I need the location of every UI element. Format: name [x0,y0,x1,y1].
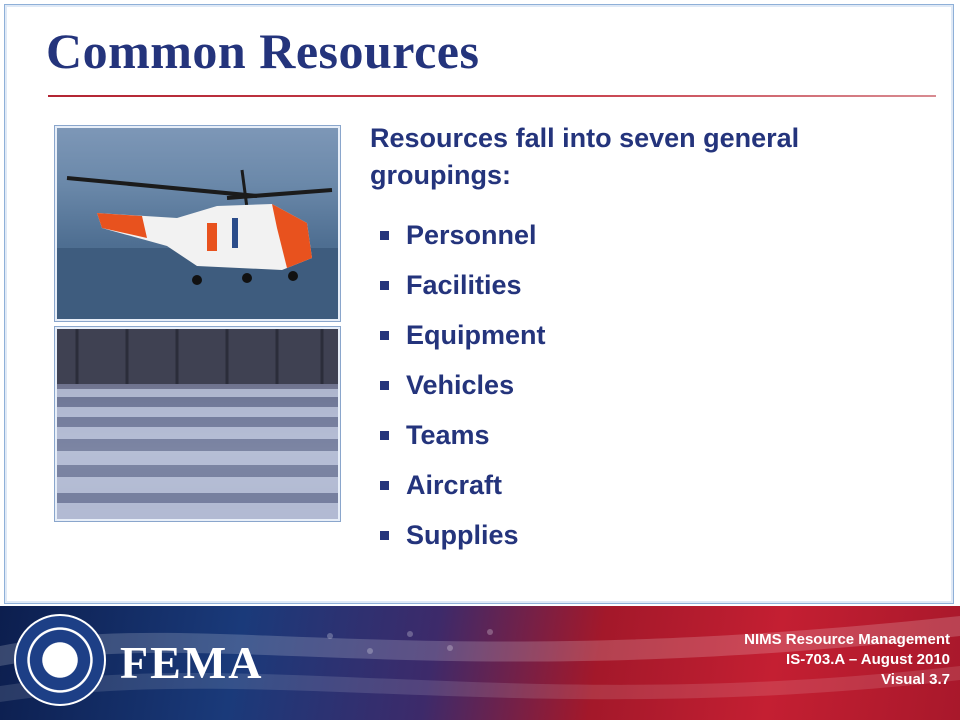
fema-logo: FEMA [120,637,264,688]
warehouse-supplies-photo [55,327,340,521]
square-bullet-icon [380,431,389,440]
course-code-date: IS-703.A – August 2010 [786,651,950,668]
dhs-seal-icon [14,614,106,706]
square-bullet-icon [380,281,389,290]
list-item [380,460,546,510]
square-bullet-icon [380,231,389,240]
list-item-label: Vehicles [406,370,515,400]
intro-text: Resources fall into seven general groupings: [370,123,800,190]
square-bullet-icon [380,381,389,390]
list-item-label: Aircraft [406,470,503,500]
visual-number: Visual 3.7 [881,671,950,688]
title-divider [48,95,936,97]
slide-title: Common Resources [46,23,480,79]
list-item [380,410,546,460]
list-item-label: Teams [406,420,490,450]
list-item-label: Supplies [406,520,519,550]
square-bullet-icon [380,531,389,540]
helicopter-photo [55,126,340,321]
list-item-label: Personnel [406,220,537,250]
list-item [380,260,546,310]
list-item [380,510,546,560]
list-item [380,210,546,260]
list-item-label: Facilities [406,270,522,300]
square-bullet-icon [380,331,389,340]
list-item-label: Equipment [406,320,546,350]
course-title: NIMS Resource Management [744,631,950,648]
footer-banner [0,606,960,720]
footer-caption [744,630,950,690]
list-item [380,310,546,360]
square-bullet-icon [380,481,389,490]
list-item [380,360,546,410]
resource-list [380,210,546,560]
